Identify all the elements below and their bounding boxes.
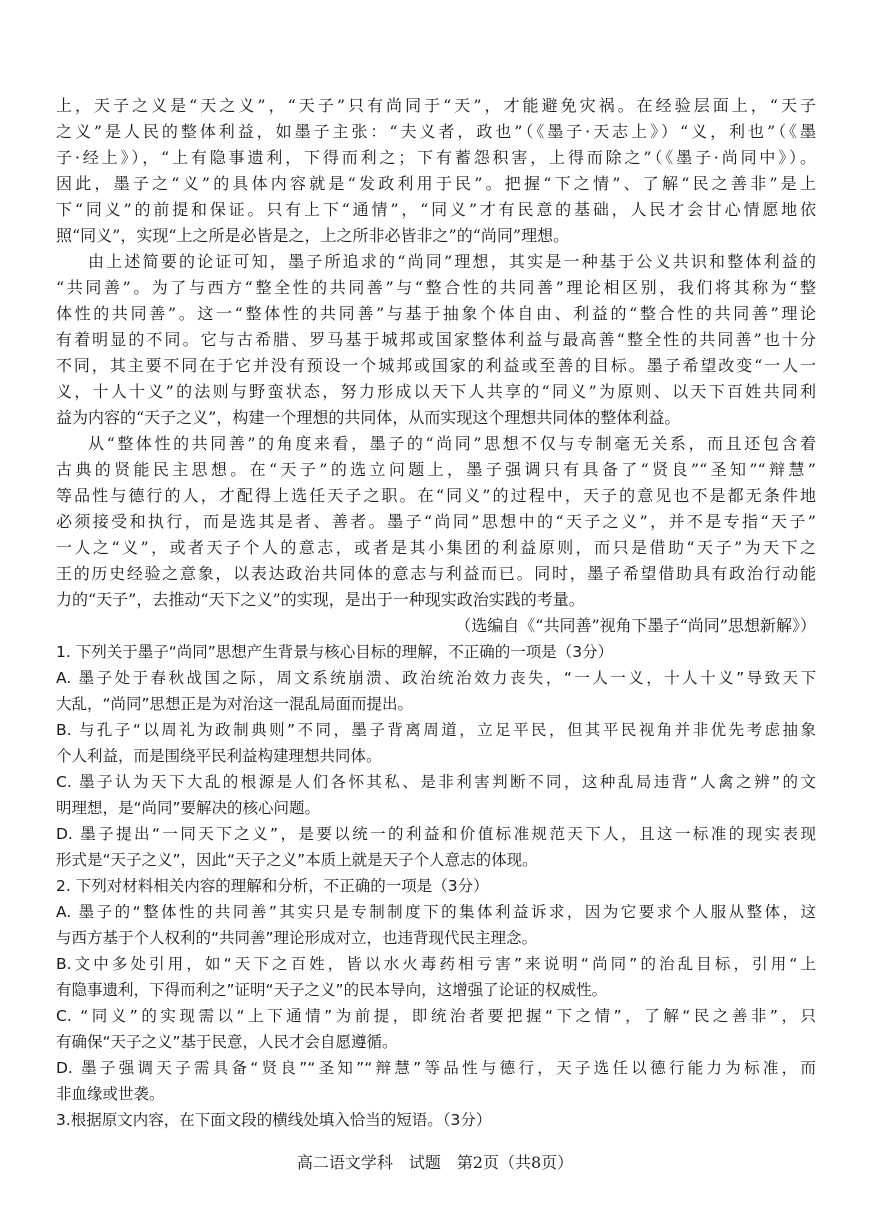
page-content (56, 93, 816, 1133)
text-line: 由上述简要的论证可知，墨子所追求的“尚同”理想，其实是一种基于公义共识和整体利益的 (88, 252, 816, 271)
question-stem: 3.根据原文内容，在下面文段的横线处填入恰当的短语。（3分） (56, 1111, 492, 1129)
option-b-line: 个人利益，而是围绕平民利益构建理想共同体。 (56, 747, 382, 765)
text-line: 之义”是人民的整体利益，如墨子主张：“夫义者，政也”（《墨子·天志上》）“义，利也”（《墨 (56, 122, 816, 141)
text-line: 一人之“义”，或者天子个人的意志，或者是其小集团的利益原则，而只是借助“天子”为天下之 (56, 538, 816, 557)
question-3 (56, 1107, 816, 1133)
text-line: 从“整体性的共同善”的角度来看，墨子的“尚同”思想不仅与专制毫无关系，而且还包含着 (88, 434, 816, 453)
text-line: 王的历史经验之意象，以表达政治共同体的意志与利益而已。同时，墨子希望借助具有政治行动能 (56, 564, 816, 583)
text-line: 有着明显的不同。它与古希腊、罗马基于城邦或国家整体利益与最高善“整全性的共同善”也十分 (56, 330, 816, 349)
option-d-line: 非血缘或世袭。 (56, 1085, 165, 1103)
option-a-line: A. 墨子处于春秋战国之际，周文系统崩溃、政治统治效力丧失，“一人一义，十人十义”导致天下 (56, 669, 816, 687)
text-line: 等品性与德行的人，才配得上选任天子之职。在“同义”的过程中，天子的意见也不是都无条件地 (56, 486, 816, 505)
option-a-line: 大乱，“尚同”思想正是为对治这一混乱局面而提出。 (56, 695, 414, 713)
option-c-line: C. “同义”的实现需以“上下通情”为前提，即统治者要把握“下之情”，了解“民之善非”，只 (56, 1007, 816, 1025)
option-d-line: D. 墨子提出“一同天下之义”，是要以统一的利益和价值标准规范天下人，且这一标准的现实表现 (56, 825, 816, 843)
option-c-line: 明理想，是“尚同”要解决的核心问题。 (56, 799, 321, 817)
passage-paragraph-2 (56, 249, 816, 431)
option-a-line: 与西方基于个人权利的“共同善”理论形成对立，也违背现代民主理念。 (56, 929, 538, 947)
text-line: 照“同义”，实现“上之所是必皆是之，上之所非必皆非之”的“尚同”理想。 (56, 226, 570, 245)
question-1 (56, 639, 816, 873)
option-d-line: D. 墨子强调天子需具备“贤良”“圣知”“辩慧”等品性与德行，天子选任以德行能力为标准，而 (56, 1059, 816, 1077)
option-c-line: C. 墨子认为天下大乱的根源是人们各怀其私、是非利害判断不同，这种乱局违背“人禽之辨”的文 (56, 773, 816, 791)
text-line: 子·经上》），“上有隐事遗利，下得而利之；下有蓄怨积害，上得而除之”（《墨子·尚同中》）。 (56, 148, 816, 167)
text-line: 必须接受和执行，而是选其是者、善者。墨子“尚同”思想中的“天子之义”，并不是专指“天子” (56, 512, 816, 531)
option-a-line: A. 墨子的“整体性的共同善”其实只是专制制度下的集体利益诉求，因为它要求个人服从整体，这 (56, 903, 816, 921)
source-citation: （选编自《“共同善”视角下墨子“尚同”思想新解》） (455, 616, 816, 635)
option-b-line: B.文中多处引用，如“天下之百姓，皆以水火毒药相亏害”来说明“尚同”的治乱目标，引用“上 (56, 955, 816, 973)
option-b-line: B. 与孔子“以周礼为政制典则”不同，墨子背离周道，立足平民，但其平民视角并非优先考虑抽象 (56, 721, 816, 739)
text-line: 古典的贤能民主思想。在“天子”的选立问题上，墨子强调只有具备了“贤良”“圣知”“辩慧” (56, 460, 816, 479)
text-line: 力的“天子”，去推动“天下之义”的实现，是出于一种现实政治实践的考量。 (56, 590, 585, 609)
question-stem: 1. 下列关于墨子“尚同”思想产生背景与核心目标的理解，不正确的一项是（3分） (56, 643, 614, 661)
text-line: 不同，其主要不同在于它并没有预设一个城邦或国家的利益或至善的目标。墨子希望改变“一人一 (56, 356, 816, 375)
option-d-line: 形式是“天子之义”，因此“天子之义”本质上就是天子个人意志的体现。 (56, 851, 538, 869)
text-line: 因此，墨子之“义”的具体内容就是“发政利用于民”。把握“下之情”、了解“民之善非”是上 (56, 174, 816, 193)
passage-paragraph-3 (56, 431, 816, 613)
text-line: 体性的共同善”。这一“整体性的共同善”与基于抽象个体自由、利益的“整合性的共同善”理论 (56, 304, 816, 323)
passage-paragraph-continued (56, 93, 816, 249)
question-stem: 2. 下列对材料相关内容的理解和分析，不正确的一项是（3分） (56, 877, 489, 895)
page-footer: 高二语文学科 试题 第2页（共8页） (296, 1153, 574, 1172)
text-line: 下“同义”的前提和保证。只有上下“通情”，“同义”才有民意的基础，人民才会甘心情愿地依 (56, 200, 816, 219)
text-line: “共同善”。为了与西方“整全性的共同善”与“整合性的共同善”理论相区别，我们将其称为“整 (56, 278, 816, 297)
text-line: 上，天子之义是“天之义”，“天子”只有尚同于“天”，才能避免灾祸。在经验层面上，“天子 (56, 96, 816, 115)
question-2 (56, 873, 816, 1107)
text-line: 益为内容的“天子之义”，构建一个理想的共同体，从而实现这个理想共同体的整体利益。 (56, 408, 681, 427)
option-b-line: 有隐事遗利，下得而利之”证明“天子之义”的民本导向，这增强了论证的权威性。 (56, 981, 608, 999)
option-c-line: 有确保“天子之义”基于民意，人民才会自愿遵循。 (56, 1033, 398, 1051)
text-line: 义，十人十义”的法则与野蛮状态，努力形成以天下人共享的“同义”为原则、以天下百姓共同利 (56, 382, 816, 401)
